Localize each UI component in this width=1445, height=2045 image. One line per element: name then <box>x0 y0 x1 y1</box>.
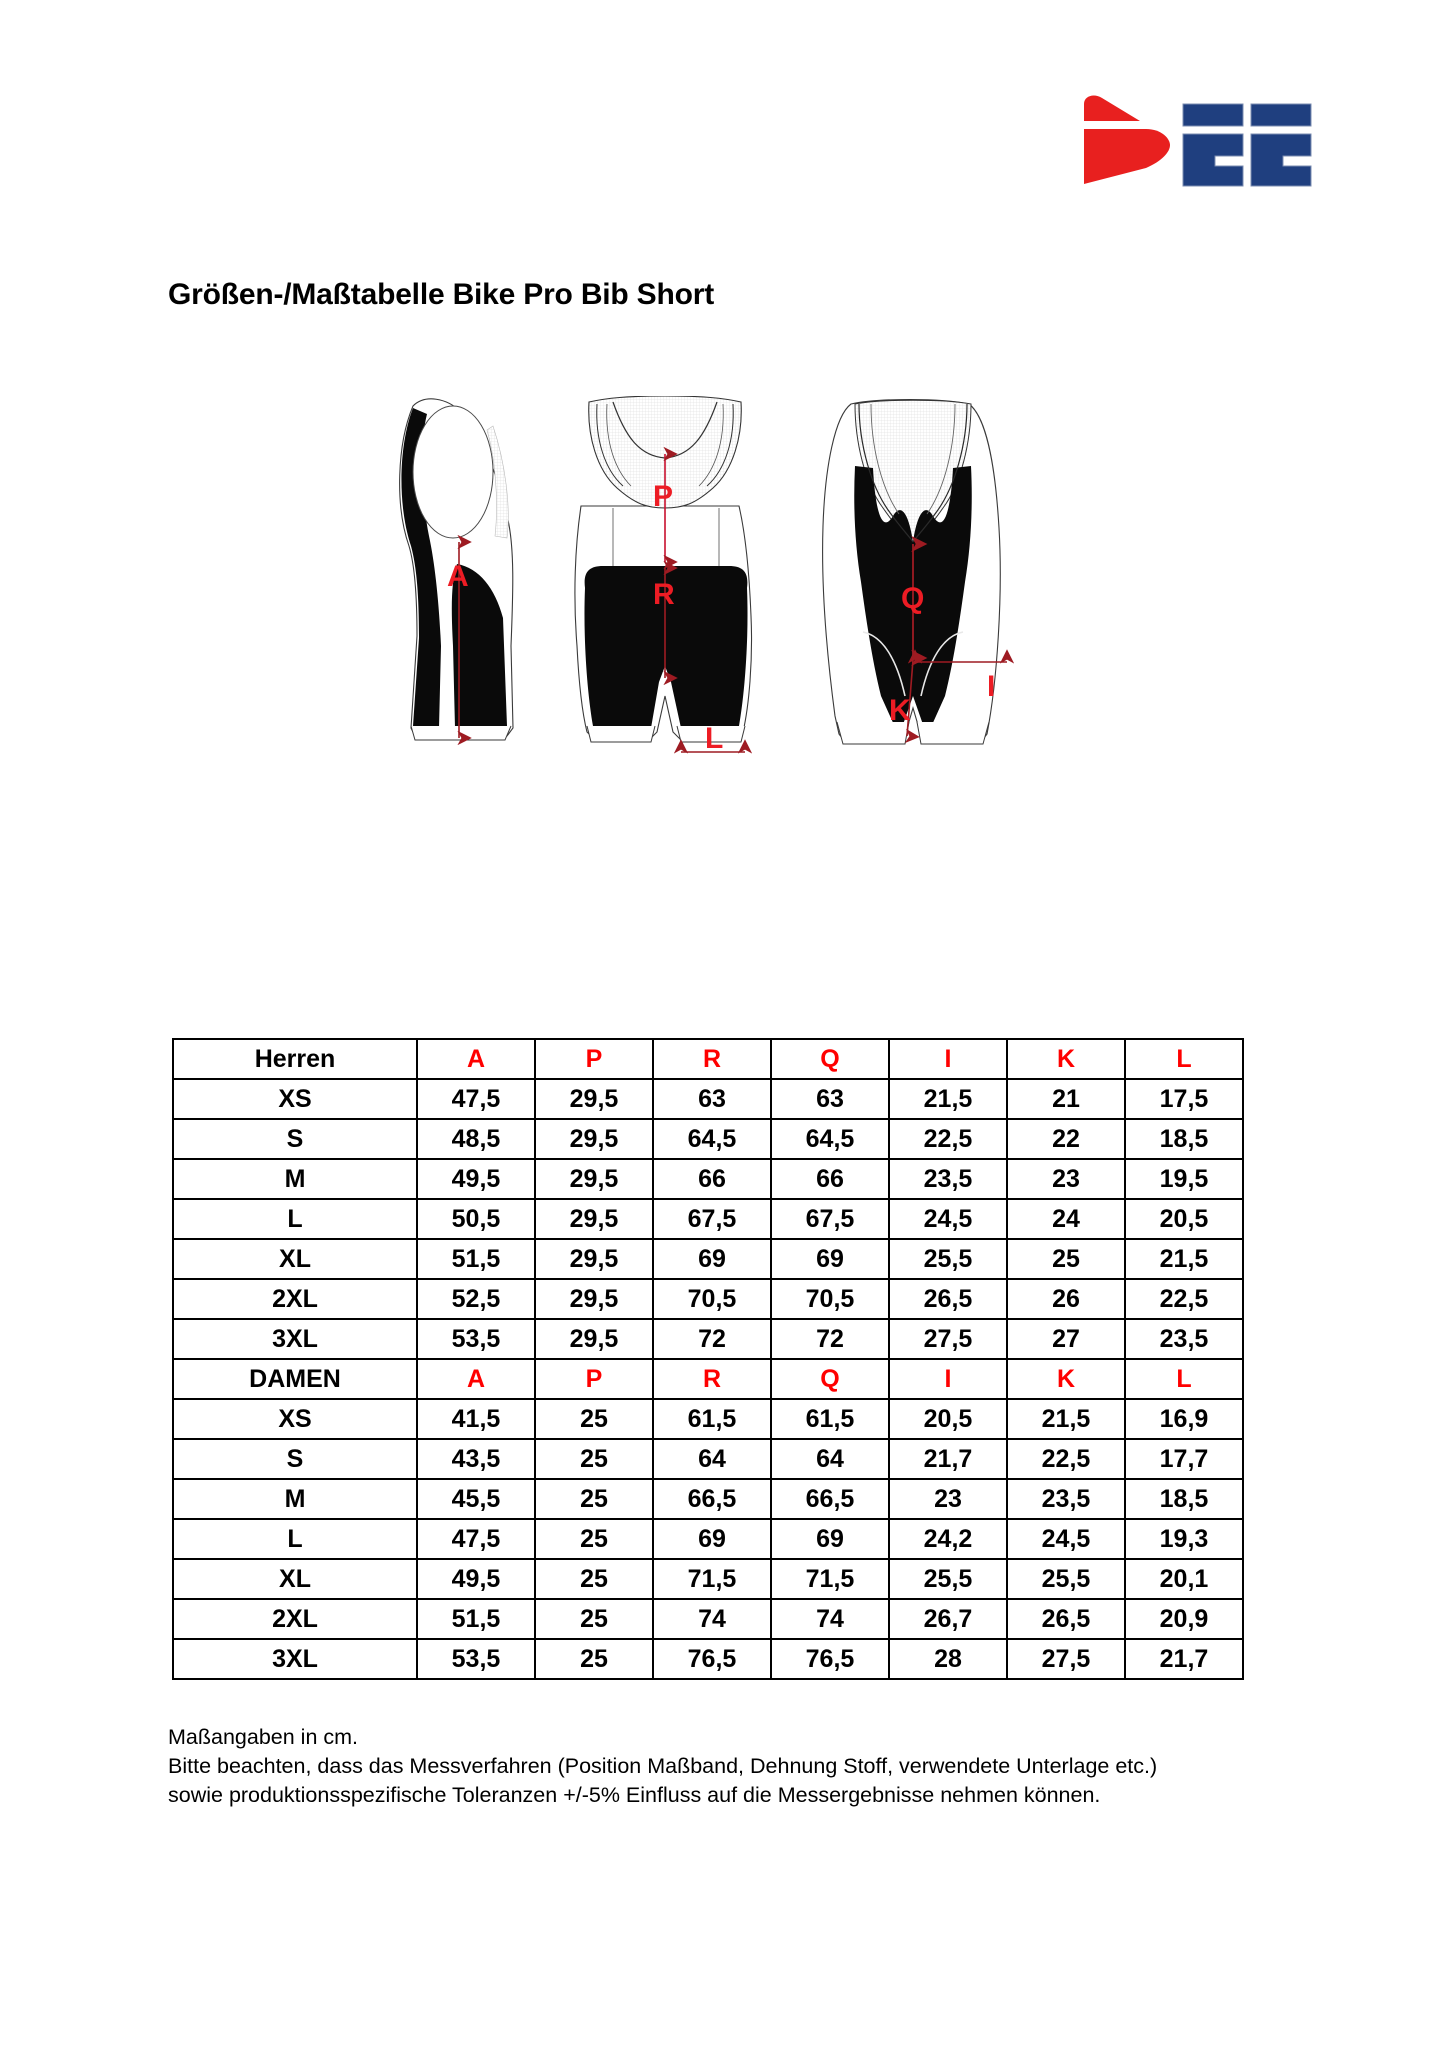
table-row <box>173 1199 1243 1239</box>
cell-k: 24 <box>1007 1199 1125 1239</box>
size-label: S <box>173 1439 417 1479</box>
cell-p: 29,5 <box>535 1159 653 1199</box>
cell-p: 25 <box>535 1479 653 1519</box>
cell-q: 64,5 <box>771 1119 889 1159</box>
cell-q: 63 <box>771 1079 889 1119</box>
size-label: S <box>173 1119 417 1159</box>
size-label: XS <box>173 1079 417 1119</box>
cell-k: 27 <box>1007 1319 1125 1359</box>
size-label: 2XL <box>173 1279 417 1319</box>
logo-blue-bar-2 <box>1251 104 1311 126</box>
cell-q: 71,5 <box>771 1559 889 1599</box>
column-header-l: L <box>1125 1359 1243 1399</box>
size-label: L <box>173 1519 417 1559</box>
cell-q: 74 <box>771 1599 889 1639</box>
table-row <box>173 1159 1243 1199</box>
logo-red-wedge-icon <box>1084 96 1140 121</box>
column-header-q: Q <box>771 1359 889 1399</box>
logo-blue-bar-1 <box>1183 104 1243 126</box>
cell-i: 24,2 <box>889 1519 1007 1559</box>
cell-p: 29,5 <box>535 1119 653 1159</box>
cell-i: 25,5 <box>889 1239 1007 1279</box>
cell-k: 23,5 <box>1007 1479 1125 1519</box>
measure-label-i: I <box>987 670 996 703</box>
cell-r: 63 <box>653 1079 771 1119</box>
cell-a: 53,5 <box>417 1639 535 1679</box>
back-hem-right <box>917 722 989 744</box>
cell-i: 28 <box>889 1639 1007 1679</box>
table-row <box>173 1479 1243 1519</box>
footnote-line-1: Maßangaben in cm. <box>168 1725 359 1749</box>
column-header-r: R <box>653 1359 771 1399</box>
cell-i: 25,5 <box>889 1559 1007 1599</box>
size-label: 3XL <box>173 1639 417 1679</box>
size-label: 3XL <box>173 1319 417 1359</box>
cell-a: 49,5 <box>417 1559 535 1599</box>
figure-front-view <box>575 396 752 755</box>
cell-r: 70,5 <box>653 1279 771 1319</box>
cell-p: 25 <box>535 1519 653 1559</box>
cell-k: 27,5 <box>1007 1639 1125 1679</box>
size-label: XL <box>173 1239 417 1279</box>
cell-l: 18,5 <box>1125 1119 1243 1159</box>
cell-r: 71,5 <box>653 1559 771 1599</box>
cell-k: 22,5 <box>1007 1439 1125 1479</box>
cell-p: 25 <box>535 1439 653 1479</box>
cell-q: 66 <box>771 1159 889 1199</box>
group-name: DAMEN <box>173 1359 417 1399</box>
cell-p: 29,5 <box>535 1199 653 1239</box>
measure-label-q: Q <box>901 582 925 615</box>
column-header-k: K <box>1007 1039 1125 1079</box>
cell-q: 66,5 <box>771 1479 889 1519</box>
cell-l: 17,7 <box>1125 1439 1243 1479</box>
cell-a: 41,5 <box>417 1399 535 1439</box>
cell-a: 52,5 <box>417 1279 535 1319</box>
column-header-p: P <box>535 1039 653 1079</box>
table-row <box>173 1639 1243 1679</box>
cell-l: 21,5 <box>1125 1239 1243 1279</box>
cell-r: 64 <box>653 1439 771 1479</box>
cell-r: 72 <box>653 1319 771 1359</box>
table-row <box>173 1119 1243 1159</box>
table-row <box>173 1239 1243 1279</box>
cell-k: 21,5 <box>1007 1399 1125 1439</box>
table-row <box>173 1399 1243 1439</box>
cell-k: 24,5 <box>1007 1519 1125 1559</box>
page-title: Größen-/Maßtabelle Bike Pro Bib Short <box>168 278 715 311</box>
cell-r: 76,5 <box>653 1639 771 1679</box>
size-label: 2XL <box>173 1599 417 1639</box>
brand-logo <box>1078 92 1318 187</box>
table-row <box>173 1279 1243 1319</box>
cell-i: 23 <box>889 1479 1007 1519</box>
front-hem-left <box>587 726 655 742</box>
cell-a: 49,5 <box>417 1159 535 1199</box>
cell-q: 64 <box>771 1439 889 1479</box>
size-label: M <box>173 1159 417 1199</box>
cell-i: 26,5 <box>889 1279 1007 1319</box>
cell-p: 25 <box>535 1599 653 1639</box>
cell-r: 69 <box>653 1519 771 1559</box>
cell-p: 29,5 <box>535 1079 653 1119</box>
cell-p: 29,5 <box>535 1239 653 1279</box>
cell-a: 50,5 <box>417 1199 535 1239</box>
cell-q: 61,5 <box>771 1399 889 1439</box>
size-label: L <box>173 1199 417 1239</box>
logo-red-arrow-icon <box>1084 129 1170 184</box>
cell-a: 53,5 <box>417 1319 535 1359</box>
cell-a: 48,5 <box>417 1119 535 1159</box>
cell-i: 24,5 <box>889 1199 1007 1239</box>
cell-q: 72 <box>771 1319 889 1359</box>
column-header-k: K <box>1007 1359 1125 1399</box>
column-header-q: Q <box>771 1039 889 1079</box>
cell-i: 21,5 <box>889 1079 1007 1119</box>
cell-a: 45,5 <box>417 1479 535 1519</box>
cell-r: 67,5 <box>653 1199 771 1239</box>
cell-k: 25,5 <box>1007 1559 1125 1599</box>
table-row <box>173 1439 1243 1479</box>
cell-k: 26,5 <box>1007 1599 1125 1639</box>
cell-r: 66 <box>653 1159 771 1199</box>
cell-r: 64,5 <box>653 1119 771 1159</box>
footnote <box>168 1723 1178 1810</box>
column-header-a: A <box>417 1359 535 1399</box>
size-chart-table <box>172 1038 1244 1680</box>
cell-l: 17,5 <box>1125 1079 1243 1119</box>
column-header-a: A <box>417 1039 535 1079</box>
cell-q: 70,5 <box>771 1279 889 1319</box>
measure-label-p: P <box>653 480 674 513</box>
cell-i: 23,5 <box>889 1159 1007 1199</box>
cell-a: 43,5 <box>417 1439 535 1479</box>
cell-l: 16,9 <box>1125 1399 1243 1439</box>
cell-l: 23,5 <box>1125 1319 1243 1359</box>
cell-r: 74 <box>653 1599 771 1639</box>
cell-l: 20,9 <box>1125 1599 1243 1639</box>
cell-a: 47,5 <box>417 1079 535 1119</box>
table-row <box>173 1319 1243 1359</box>
cell-a: 51,5 <box>417 1239 535 1279</box>
cell-a: 51,5 <box>417 1599 535 1639</box>
cell-q: 76,5 <box>771 1639 889 1679</box>
cell-p: 29,5 <box>535 1319 653 1359</box>
footnote-line-2: Bitte beachten, dass das Messverfahren (Position Maßband, Dehnung Stoff, verwendete Unterlage etc.) sowie produktionsspezifische Toleranzen +/-5% Einfluss auf die Messergebnisse nehmen können. <box>168 1754 1164 1807</box>
cell-l: 18,5 <box>1125 1479 1243 1519</box>
cell-l: 19,5 <box>1125 1159 1243 1199</box>
cell-r: 69 <box>653 1239 771 1279</box>
column-header-i: I <box>889 1359 1007 1399</box>
cell-k: 22 <box>1007 1119 1125 1159</box>
cell-p: 29,5 <box>535 1279 653 1319</box>
measure-label-l: L <box>705 722 724 755</box>
cell-q: 67,5 <box>771 1199 889 1239</box>
measure-label-k: K <box>889 694 911 727</box>
side-strap-oval <box>413 406 493 538</box>
cell-l: 19,3 <box>1125 1519 1243 1559</box>
cell-k: 21 <box>1007 1079 1125 1119</box>
cell-r: 61,5 <box>653 1399 771 1439</box>
cell-k: 23 <box>1007 1159 1125 1199</box>
group-name: Herren <box>173 1039 417 1079</box>
cell-a: 47,5 <box>417 1519 535 1559</box>
table-row <box>173 1599 1243 1639</box>
size-label: M <box>173 1479 417 1519</box>
group-header-row <box>173 1359 1243 1399</box>
figure-side-view <box>400 399 513 740</box>
column-header-l: L <box>1125 1039 1243 1079</box>
garment-illustrations <box>395 396 1095 976</box>
cell-q: 69 <box>771 1519 889 1559</box>
column-header-p: P <box>535 1359 653 1399</box>
table-row <box>173 1079 1243 1119</box>
cell-p: 25 <box>535 1559 653 1599</box>
column-header-i: I <box>889 1039 1007 1079</box>
cell-l: 21,7 <box>1125 1639 1243 1679</box>
table-row <box>173 1519 1243 1559</box>
cell-i: 26,7 <box>889 1599 1007 1639</box>
side-hem <box>411 726 511 740</box>
table-row <box>173 1559 1243 1599</box>
measure-label-a: A <box>447 560 469 593</box>
measure-label-r: R <box>653 578 675 611</box>
size-label: XL <box>173 1559 417 1599</box>
figure-back-view <box>823 400 1007 745</box>
cell-l: 20,1 <box>1125 1559 1243 1599</box>
cell-q: 69 <box>771 1239 889 1279</box>
column-header-r: R <box>653 1039 771 1079</box>
group-header-row <box>173 1039 1243 1079</box>
cell-p: 25 <box>535 1639 653 1679</box>
cell-l: 22,5 <box>1125 1279 1243 1319</box>
cell-l: 20,5 <box>1125 1199 1243 1239</box>
cell-i: 22,5 <box>889 1119 1007 1159</box>
size-label: XS <box>173 1399 417 1439</box>
cell-i: 27,5 <box>889 1319 1007 1359</box>
cell-p: 25 <box>535 1399 653 1439</box>
cell-k: 26 <box>1007 1279 1125 1319</box>
cell-i: 21,7 <box>889 1439 1007 1479</box>
logo-blue-e-2 <box>1251 134 1311 186</box>
logo-blue-e-1 <box>1183 134 1243 186</box>
cell-r: 66,5 <box>653 1479 771 1519</box>
cell-k: 25 <box>1007 1239 1125 1279</box>
cell-i: 20,5 <box>889 1399 1007 1439</box>
